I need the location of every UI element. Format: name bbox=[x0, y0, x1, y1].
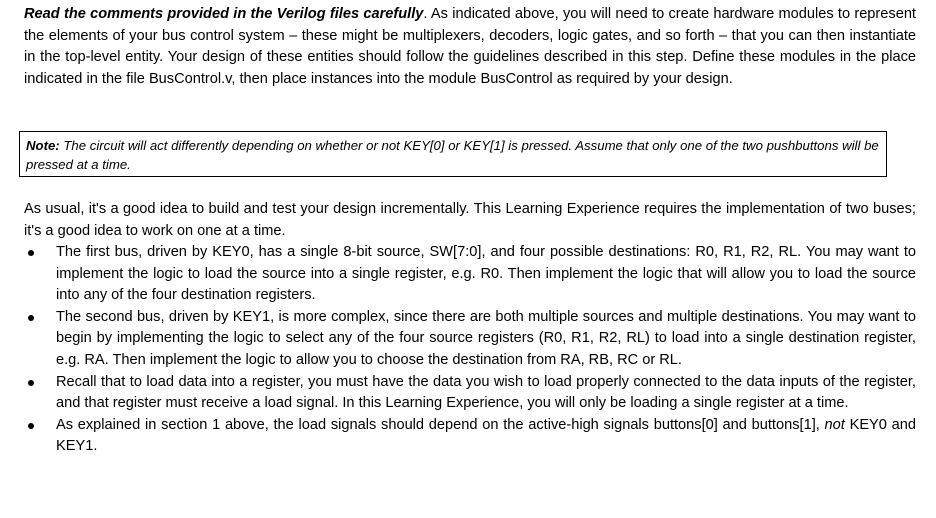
bullet-icon bbox=[28, 250, 34, 256]
bullet-emphasis: not bbox=[824, 416, 845, 433]
bullet-text: The second bus, driven by KEY1, is more complex, since there are both multiple sources and multiple destinations. You may want to begin by implementing the logic to select any of the four source registers (R0, R1, R2, RL) to load into a single destination register, e.g. RA. Then implement the logic to allow you to choose the destination from RA, RB, RC or RL. bbox=[56, 308, 916, 368]
bullet-item-load-data bbox=[24, 372, 916, 415]
bullet-item-second-bus bbox=[24, 307, 916, 372]
note-label: Note: bbox=[26, 138, 60, 153]
bullet-icon bbox=[28, 315, 34, 321]
note-text: The circuit will act differently depending on whether or not KEY[0] or KEY[1] is pressed. Assume that only one of the two pushbuttons will be pressed at a time. bbox=[26, 138, 879, 172]
bullet-text: The first bus, driven by KEY0, has a single 8-bit source, SW[7:0], and four possible destinations: R0, R1, R2, RL. You may want to implement the logic to load the source into a single register, e.g. R0. Then implement the logic that will allow you to load the source into any of the four destination registers. bbox=[56, 244, 916, 304]
usual-paragraph: As usual, it's a good idea to build and test your design incrementally. This Learning Experience requires the implementation of two buses; it's a good idea to work on one at a time. bbox=[24, 201, 916, 239]
bullet-text: Recall that to load data into a register, you must have the data you wish to load properly connected to the data inputs of the register, and that register must receive a load signal. In this Learning Experience, you will only be loading a single register at a time. bbox=[56, 373, 916, 412]
bullet-item-first-bus bbox=[24, 242, 916, 307]
bullet-icon bbox=[28, 423, 34, 429]
bullet-item-load-signals bbox=[24, 415, 916, 458]
note-box bbox=[19, 131, 887, 177]
bullet-icon bbox=[28, 380, 34, 386]
bullet-tail: KEY0 and KEY1. bbox=[56, 416, 916, 455]
bullet-list bbox=[24, 242, 916, 458]
intro-lead: Read the comments provided in the Verilog files carefully bbox=[24, 6, 424, 22]
intro-paragraph bbox=[24, 4, 916, 90]
intro-text: . As indicated above, you will need to create hardware modules to represent the elements of your bus control system – these might be multiplexers, decoders, logic gates, and so forth – that you can then instantiate in the top-level entity. Your design of these entities should follow the guidelines described in this step. Define these modules in the place indicated in the file BusControl.v, then place instances into the module BusControl as required by your design. bbox=[24, 6, 916, 87]
bullet-text: As explained in section 1 above, the load signals should depend on the active-high signals buttons[0] and buttons[1], bbox=[56, 416, 825, 433]
